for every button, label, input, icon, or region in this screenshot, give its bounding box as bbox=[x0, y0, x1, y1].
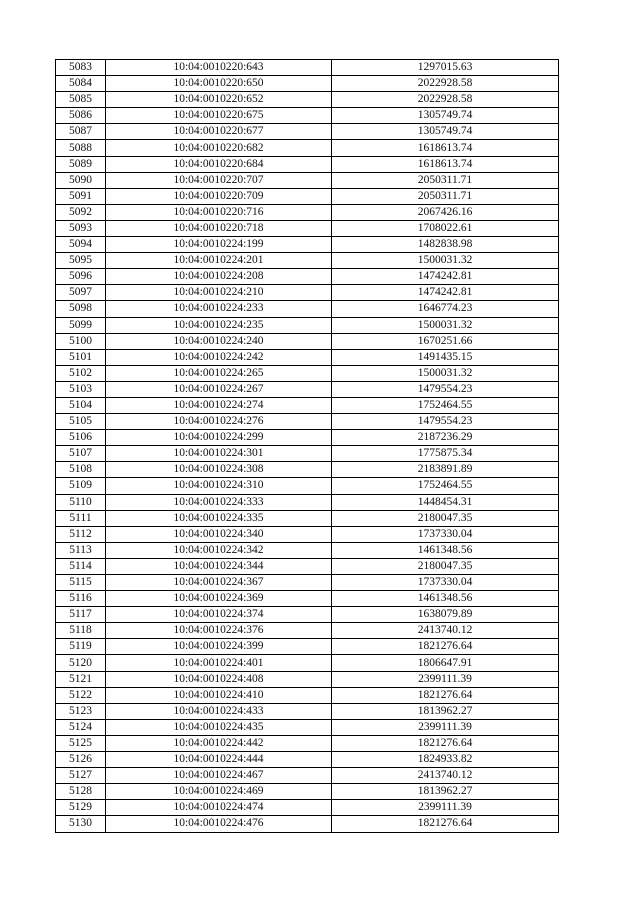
value-cell: 1491435.15 bbox=[332, 349, 559, 365]
table-row bbox=[56, 397, 559, 413]
row-number-cell: 5103 bbox=[56, 381, 106, 397]
cadastral-number-cell: 10:04:0010224:444 bbox=[106, 752, 332, 768]
value-cell: 2050311.71 bbox=[332, 188, 559, 204]
value-cell: 1752464.55 bbox=[332, 397, 559, 413]
value-cell: 1305749.74 bbox=[332, 108, 559, 124]
value-cell: 2187236.29 bbox=[332, 430, 559, 446]
cadastral-number-cell: 10:04:0010224:242 bbox=[106, 349, 332, 365]
value-cell: 1670251.66 bbox=[332, 333, 559, 349]
row-number-cell: 5089 bbox=[56, 156, 106, 172]
row-number-cell: 5105 bbox=[56, 414, 106, 430]
table-row bbox=[56, 188, 559, 204]
cadastral-number-cell: 10:04:0010224:299 bbox=[106, 430, 332, 446]
cadastral-number-cell: 10:04:0010224:340 bbox=[106, 526, 332, 542]
value-cell: 1821276.64 bbox=[332, 735, 559, 751]
row-number-cell: 5085 bbox=[56, 92, 106, 108]
table-row bbox=[56, 768, 559, 784]
row-number-cell: 5129 bbox=[56, 800, 106, 816]
row-number-cell: 5107 bbox=[56, 446, 106, 462]
value-cell: 1461348.56 bbox=[332, 591, 559, 607]
row-number-cell: 5128 bbox=[56, 784, 106, 800]
table-row bbox=[56, 92, 559, 108]
cadastral-number-cell: 10:04:0010224:301 bbox=[106, 446, 332, 462]
row-number-cell: 5117 bbox=[56, 607, 106, 623]
table-row bbox=[56, 478, 559, 494]
table-row bbox=[56, 140, 559, 156]
cadastral-number-cell: 10:04:0010224:335 bbox=[106, 510, 332, 526]
value-cell: 1500031.32 bbox=[332, 365, 559, 381]
table-row bbox=[56, 607, 559, 623]
table-row bbox=[56, 172, 559, 188]
value-cell: 2399111.39 bbox=[332, 719, 559, 735]
row-number-cell: 5099 bbox=[56, 317, 106, 333]
value-cell: 2022928.58 bbox=[332, 76, 559, 92]
cadastral-number-cell: 10:04:0010220:684 bbox=[106, 156, 332, 172]
cadastral-number-cell: 10:04:0010220:675 bbox=[106, 108, 332, 124]
table-row bbox=[56, 526, 559, 542]
row-number-cell: 5108 bbox=[56, 462, 106, 478]
table-row bbox=[56, 575, 559, 591]
cadastral-number-cell: 10:04:0010224:374 bbox=[106, 607, 332, 623]
table-row bbox=[56, 285, 559, 301]
row-number-cell: 5097 bbox=[56, 285, 106, 301]
value-cell: 1297015.63 bbox=[332, 60, 559, 76]
cadastral-number-cell: 10:04:0010220:709 bbox=[106, 188, 332, 204]
table-row bbox=[56, 60, 559, 76]
table-row bbox=[56, 558, 559, 574]
row-number-cell: 5096 bbox=[56, 269, 106, 285]
row-number-cell: 5120 bbox=[56, 655, 106, 671]
cadastral-number-cell: 10:04:0010220:677 bbox=[106, 124, 332, 140]
row-number-cell: 5116 bbox=[56, 591, 106, 607]
row-number-cell: 5112 bbox=[56, 526, 106, 542]
cadastral-number-cell: 10:04:0010224:344 bbox=[106, 558, 332, 574]
cadastral-number-cell: 10:04:0010224:310 bbox=[106, 478, 332, 494]
table-row bbox=[56, 542, 559, 558]
row-number-cell: 5111 bbox=[56, 510, 106, 526]
value-cell: 1500031.32 bbox=[332, 317, 559, 333]
cadastral-number-cell: 10:04:0010220:643 bbox=[106, 60, 332, 76]
cadastral-number-cell: 10:04:0010224:265 bbox=[106, 365, 332, 381]
table-row bbox=[56, 494, 559, 510]
cadastral-number-cell: 10:04:0010224:274 bbox=[106, 397, 332, 413]
value-cell: 1813962.27 bbox=[332, 784, 559, 800]
table-row bbox=[56, 414, 559, 430]
row-number-cell: 5092 bbox=[56, 204, 106, 220]
row-number-cell: 5087 bbox=[56, 124, 106, 140]
row-number-cell: 5100 bbox=[56, 333, 106, 349]
value-cell: 1752464.55 bbox=[332, 478, 559, 494]
row-number-cell: 5110 bbox=[56, 494, 106, 510]
table-row bbox=[56, 253, 559, 269]
cadastral-number-cell: 10:04:0010220:650 bbox=[106, 76, 332, 92]
row-number-cell: 5130 bbox=[56, 816, 106, 832]
row-number-cell: 5101 bbox=[56, 349, 106, 365]
cadastral-number-cell: 10:04:0010224:467 bbox=[106, 768, 332, 784]
value-cell: 1618613.74 bbox=[332, 156, 559, 172]
cadastral-number-cell: 10:04:0010224:367 bbox=[106, 575, 332, 591]
row-number-cell: 5088 bbox=[56, 140, 106, 156]
value-cell: 1821276.64 bbox=[332, 687, 559, 703]
row-number-cell: 5086 bbox=[56, 108, 106, 124]
value-cell: 2399111.39 bbox=[332, 671, 559, 687]
table-row bbox=[56, 76, 559, 92]
table-row bbox=[56, 719, 559, 735]
value-cell: 1806647.91 bbox=[332, 655, 559, 671]
value-cell: 1479554.23 bbox=[332, 414, 559, 430]
value-cell: 1824933.82 bbox=[332, 752, 559, 768]
row-number-cell: 5121 bbox=[56, 671, 106, 687]
value-cell: 1638079.89 bbox=[332, 607, 559, 623]
table-row bbox=[56, 220, 559, 236]
value-cell: 2183891.89 bbox=[332, 462, 559, 478]
table-row bbox=[56, 446, 559, 462]
table-row bbox=[56, 591, 559, 607]
value-cell: 1479554.23 bbox=[332, 381, 559, 397]
cadastral-number-cell: 10:04:0010224:201 bbox=[106, 253, 332, 269]
table-row bbox=[56, 703, 559, 719]
row-number-cell: 5124 bbox=[56, 719, 106, 735]
cadastral-number-cell: 10:04:0010224:369 bbox=[106, 591, 332, 607]
row-number-cell: 5106 bbox=[56, 430, 106, 446]
row-number-cell: 5127 bbox=[56, 768, 106, 784]
value-cell: 2399111.39 bbox=[332, 800, 559, 816]
table-row bbox=[56, 671, 559, 687]
cadastral-number-cell: 10:04:0010224:276 bbox=[106, 414, 332, 430]
table-row bbox=[56, 349, 559, 365]
cadastral-number-cell: 10:04:0010224:208 bbox=[106, 269, 332, 285]
cadastral-number-cell: 10:04:0010220:682 bbox=[106, 140, 332, 156]
cadastral-number-cell: 10:04:0010224:435 bbox=[106, 719, 332, 735]
table-body bbox=[56, 60, 559, 833]
table-row bbox=[56, 800, 559, 816]
table-row bbox=[56, 317, 559, 333]
table-row bbox=[56, 333, 559, 349]
value-cell: 1646774.23 bbox=[332, 301, 559, 317]
table-row bbox=[56, 639, 559, 655]
cadastral-number-cell: 10:04:0010224:469 bbox=[106, 784, 332, 800]
table-row bbox=[56, 510, 559, 526]
table-row bbox=[56, 655, 559, 671]
value-cell: 2413740.12 bbox=[332, 768, 559, 784]
row-number-cell: 5084 bbox=[56, 76, 106, 92]
cadastral-number-cell: 10:04:0010224:474 bbox=[106, 800, 332, 816]
cadastral-number-cell: 10:04:0010224:433 bbox=[106, 703, 332, 719]
table-row bbox=[56, 269, 559, 285]
value-cell: 1482838.98 bbox=[332, 237, 559, 253]
table-row bbox=[56, 752, 559, 768]
cadastral-number-cell: 10:04:0010224:376 bbox=[106, 623, 332, 639]
cadastral-number-cell: 10:04:0010224:333 bbox=[106, 494, 332, 510]
cadastral-number-cell: 10:04:0010224:410 bbox=[106, 687, 332, 703]
value-cell: 1448454.31 bbox=[332, 494, 559, 510]
cadastral-number-cell: 10:04:0010224:267 bbox=[106, 381, 332, 397]
value-cell: 1813962.27 bbox=[332, 703, 559, 719]
cadastral-number-cell: 10:04:0010224:476 bbox=[106, 816, 332, 832]
value-cell: 1775875.34 bbox=[332, 446, 559, 462]
cadastral-number-cell: 10:04:0010220:718 bbox=[106, 220, 332, 236]
table-row bbox=[56, 784, 559, 800]
value-cell: 1821276.64 bbox=[332, 639, 559, 655]
cadastral-number-cell: 10:04:0010224:408 bbox=[106, 671, 332, 687]
table-row bbox=[56, 365, 559, 381]
cadastral-number-cell: 10:04:0010224:199 bbox=[106, 237, 332, 253]
row-number-cell: 5095 bbox=[56, 253, 106, 269]
row-number-cell: 5109 bbox=[56, 478, 106, 494]
cadastral-number-cell: 10:04:0010220:707 bbox=[106, 172, 332, 188]
table-row bbox=[56, 381, 559, 397]
value-cell: 2067426.16 bbox=[332, 204, 559, 220]
row-number-cell: 5090 bbox=[56, 172, 106, 188]
cadastral-number-cell: 10:04:0010224:342 bbox=[106, 542, 332, 558]
table-row bbox=[56, 687, 559, 703]
cadastral-number-cell: 10:04:0010220:716 bbox=[106, 204, 332, 220]
value-cell: 1461348.56 bbox=[332, 542, 559, 558]
table-row bbox=[56, 156, 559, 172]
row-number-cell: 5119 bbox=[56, 639, 106, 655]
row-number-cell: 5091 bbox=[56, 188, 106, 204]
row-number-cell: 5098 bbox=[56, 301, 106, 317]
cadastral-number-cell: 10:04:0010224:399 bbox=[106, 639, 332, 655]
table-row bbox=[56, 301, 559, 317]
table-row bbox=[56, 124, 559, 140]
table-row bbox=[56, 108, 559, 124]
row-number-cell: 5093 bbox=[56, 220, 106, 236]
value-cell: 2180047.35 bbox=[332, 558, 559, 574]
value-cell: 1737330.04 bbox=[332, 526, 559, 542]
cadastral-number-cell: 10:04:0010224:210 bbox=[106, 285, 332, 301]
value-cell: 1737330.04 bbox=[332, 575, 559, 591]
value-cell: 1618613.74 bbox=[332, 140, 559, 156]
cadastral-number-cell: 10:04:0010224:240 bbox=[106, 333, 332, 349]
row-number-cell: 5094 bbox=[56, 237, 106, 253]
value-cell: 2022928.58 bbox=[332, 92, 559, 108]
value-cell: 1708022.61 bbox=[332, 220, 559, 236]
table-row bbox=[56, 462, 559, 478]
value-cell: 1500031.32 bbox=[332, 253, 559, 269]
table-row bbox=[56, 430, 559, 446]
value-cell: 1474242.81 bbox=[332, 285, 559, 301]
row-number-cell: 5118 bbox=[56, 623, 106, 639]
row-number-cell: 5125 bbox=[56, 735, 106, 751]
value-cell: 2413740.12 bbox=[332, 623, 559, 639]
row-number-cell: 5104 bbox=[56, 397, 106, 413]
table-row bbox=[56, 237, 559, 253]
row-number-cell: 5122 bbox=[56, 687, 106, 703]
cadastral-number-cell: 10:04:0010224:233 bbox=[106, 301, 332, 317]
cadastral-number-cell: 10:04:0010224:308 bbox=[106, 462, 332, 478]
row-number-cell: 5083 bbox=[56, 60, 106, 76]
cadastral-number-cell: 10:04:0010224:235 bbox=[106, 317, 332, 333]
table-row bbox=[56, 735, 559, 751]
cadastral-number-cell: 10:04:0010224:401 bbox=[106, 655, 332, 671]
value-cell: 1474242.81 bbox=[332, 269, 559, 285]
row-number-cell: 5115 bbox=[56, 575, 106, 591]
row-number-cell: 5114 bbox=[56, 558, 106, 574]
value-cell: 1821276.64 bbox=[332, 816, 559, 832]
table-row bbox=[56, 816, 559, 832]
value-cell: 1305749.74 bbox=[332, 124, 559, 140]
cadastral-number-cell: 10:04:0010224:442 bbox=[106, 735, 332, 751]
value-cell: 2050311.71 bbox=[332, 172, 559, 188]
table-row bbox=[56, 623, 559, 639]
table-row bbox=[56, 204, 559, 220]
row-number-cell: 5113 bbox=[56, 542, 106, 558]
row-number-cell: 5126 bbox=[56, 752, 106, 768]
row-number-cell: 5102 bbox=[56, 365, 106, 381]
data-table bbox=[55, 59, 559, 833]
row-number-cell: 5123 bbox=[56, 703, 106, 719]
value-cell: 2180047.35 bbox=[332, 510, 559, 526]
cadastral-number-cell: 10:04:0010220:652 bbox=[106, 92, 332, 108]
